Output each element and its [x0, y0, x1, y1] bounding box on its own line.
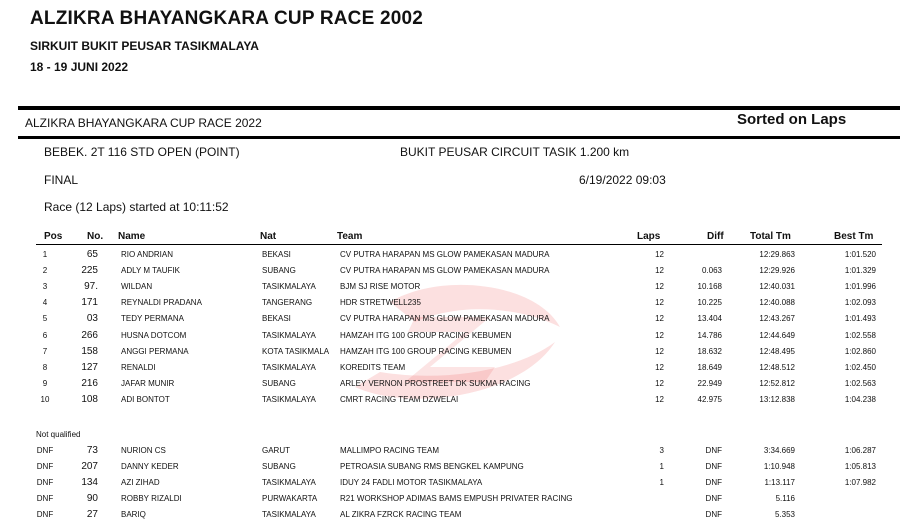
cell-diff: 13.404	[697, 314, 722, 324]
cell-team: HDR STRETWELL235	[340, 298, 421, 308]
cell-laps: 12	[655, 378, 664, 388]
cell-pos: 5	[42, 314, 48, 324]
cell-laps: 12	[655, 394, 664, 404]
cell-diff: 42.975	[697, 394, 722, 404]
cell-best: 1:02.563	[844, 378, 876, 388]
cell-nat: TASIKMALAYA	[262, 394, 316, 404]
cell-no: 225	[81, 265, 98, 277]
cell-no: 134	[81, 477, 98, 489]
cell-laps: 12	[655, 362, 664, 372]
col-header-total: Total Tm	[750, 231, 791, 242]
cell-best: 1:05.813	[844, 462, 876, 472]
cell-nat: SUBANG	[262, 462, 296, 472]
cell-diff: 18.649	[697, 362, 722, 372]
cell-nat: TASIKMALAYA	[262, 330, 316, 340]
cell-best: 1:04.238	[844, 394, 876, 404]
event-dates: 18 - 19 JUNI 2022	[30, 60, 129, 74]
cell-nat: BEKASI	[262, 250, 291, 259]
class-name: BEBEK. 2T 116 STD OPEN (POINT)	[44, 145, 240, 159]
cell-diff: 10.168	[697, 282, 722, 292]
cell-nat: SUBANG	[262, 378, 296, 388]
cell-diff: DNF	[705, 494, 722, 504]
cell-laps: 12	[655, 250, 664, 259]
cell-total: 12:29.863	[759, 250, 795, 259]
report-event-name: ALZIKRA BHAYANGKARA CUP RACE 2022	[25, 116, 262, 130]
cell-best: 1:01.996	[844, 282, 876, 292]
header-rule	[18, 136, 900, 139]
cell-pos: 10	[40, 394, 50, 404]
cell-name: RIO ANDRIAN	[121, 250, 174, 259]
cell-nat: TANGERANG	[262, 298, 313, 308]
cell-name: WILDAN	[121, 282, 153, 292]
race-info: Race (12 Laps) started at 10:11:52	[44, 200, 229, 214]
table-row	[0, 379, 900, 395]
cell-pos: 1	[42, 250, 48, 259]
cell-name: REYNALDI PRADANA	[121, 298, 202, 308]
col-header-best: Best Tm	[834, 231, 874, 242]
cell-total: 13:12.838	[759, 394, 795, 404]
cell-nat: KOTA TASIKMALA	[262, 346, 330, 356]
cell-laps: 12	[655, 298, 664, 308]
cell-name: ADLY M TAUFIK	[121, 266, 180, 276]
cell-name: HUSNA DOTCOM	[121, 330, 187, 340]
cell-laps: 12	[655, 330, 664, 340]
circuit-info: BUKIT PEUSAR CIRCUIT TASIK 1.200 km	[400, 145, 630, 159]
cell-pos: DNF	[36, 510, 54, 520]
cell-name: ROBBY RIZALDI	[121, 494, 182, 504]
cell-name: JAFAR MUNIR	[121, 378, 175, 388]
cell-no: 65	[86, 249, 98, 260]
col-header-diff: Diff	[707, 231, 724, 242]
event-circuit: SIRKUIT BUKIT PEUSAR TASIKMALAYA	[30, 39, 259, 53]
table-row	[0, 510, 900, 526]
table-row	[0, 314, 900, 330]
cell-total: 12:48.495	[759, 346, 795, 356]
cell-laps: 12	[655, 314, 664, 324]
cell-total: 3:34.669	[763, 446, 795, 455]
cell-no: 27	[86, 509, 98, 521]
cell-nat: TASIKMALAYA	[262, 282, 316, 292]
table-row	[0, 250, 900, 266]
cell-best: 1:06.287	[844, 446, 876, 455]
cell-diff: 14.786	[697, 330, 722, 340]
cell-team: AL ZIKRA FZRCK RACING TEAM	[340, 510, 462, 520]
cell-total: 12:52.812	[759, 378, 795, 388]
cell-nat: TASIKMALAYA	[262, 510, 316, 520]
cell-nat: GARUT	[262, 446, 290, 455]
cell-laps: 12	[655, 266, 664, 276]
table-row	[0, 395, 900, 411]
cell-laps: 3	[659, 446, 664, 455]
cell-pos: 6	[42, 330, 48, 340]
cell-pos: DNF	[36, 494, 54, 504]
table-row	[0, 363, 900, 379]
cell-diff: 18.632	[697, 346, 722, 356]
cell-pos: 9	[42, 378, 48, 388]
table-row	[0, 462, 900, 478]
cell-no: 127	[81, 361, 98, 373]
event-title: ALZIKRA BHAYANGKARA CUP RACE 2002	[30, 8, 424, 29]
cell-diff: DNF	[705, 478, 722, 488]
cell-team: IDUY 24 FADLI MOTOR TASIKMALAYA	[340, 478, 483, 488]
table-row	[0, 331, 900, 347]
cell-no: 97.	[84, 281, 98, 293]
cell-no: 207	[81, 461, 98, 473]
cell-team: HAMZAH ITG 100 GROUP RACING KEBUMEN	[340, 330, 512, 340]
cell-diff: DNF	[705, 510, 722, 520]
cell-total: 5.116	[775, 494, 795, 504]
cell-pos: DNF	[36, 462, 54, 472]
col-header-laps: Laps	[637, 231, 661, 242]
cell-nat: SUBANG	[262, 266, 296, 276]
cell-no: 216	[81, 377, 98, 389]
cell-team: CV PUTRA HARAPAN MS GLOW PAMEKASAN MADURA	[340, 250, 550, 259]
cell-diff: 10.225	[697, 298, 722, 308]
cell-no: 266	[81, 329, 98, 341]
cell-pos: 8	[42, 362, 48, 372]
cell-pos: DNF	[36, 446, 54, 455]
cell-name: ADI BONTOT	[121, 394, 170, 404]
cell-nat: BEKASI	[262, 314, 291, 324]
cell-total: 12:43.267	[759, 314, 795, 324]
cell-pos: DNF	[36, 478, 54, 488]
cell-total: 5.353	[774, 510, 795, 520]
cell-team: HAMZAH ITG 100 GROUP RACING KEBUMEN	[340, 346, 512, 356]
cell-pos: 3	[42, 282, 48, 292]
col-header-nat: Nat	[260, 231, 277, 242]
cell-no: 90	[86, 493, 98, 505]
table-row	[0, 347, 900, 363]
cell-no: 158	[81, 345, 98, 357]
cell-total: 1:13.117	[764, 478, 795, 488]
cell-pos: 4	[42, 298, 48, 308]
cell-name: BARIQ	[121, 510, 146, 520]
top-rule	[18, 106, 900, 110]
cell-name: NURION CS	[121, 446, 166, 455]
session-name: FINAL	[44, 173, 79, 187]
cell-best: 1:02.450	[844, 362, 876, 372]
col-header-name: Name	[118, 231, 146, 242]
table-row	[0, 282, 900, 298]
col-header-pos: Pos	[44, 231, 63, 242]
cell-best: 1:01.329	[844, 266, 876, 276]
cell-best: 1:01.493	[844, 314, 876, 324]
col-header-no: No.	[87, 231, 104, 242]
cell-nat: TASIKMALAYA	[262, 478, 316, 488]
cell-team: MALLIMPO RACING TEAM	[340, 446, 439, 455]
table-row	[0, 298, 900, 314]
cell-nat: PURWAKARTA	[262, 494, 318, 504]
table-row	[0, 446, 900, 462]
cell-total: 12:44.649	[759, 330, 795, 340]
cell-diff: 0.063	[701, 266, 722, 276]
cell-team: KOREDITS TEAM	[340, 362, 406, 372]
cell-total: 12:29.926	[759, 266, 795, 276]
sort-label: Sorted on Laps	[737, 111, 847, 128]
cell-no: 108	[81, 393, 98, 405]
cell-name: AZI ZIHAD	[121, 478, 160, 488]
cell-team: CV PUTRA HARAPAN MS GLOW PAMEKASAN MADURA	[340, 266, 550, 276]
cell-total: 12:40.088	[759, 298, 795, 308]
cell-total: 1:10.948	[763, 462, 795, 472]
cell-no: 03	[86, 313, 98, 325]
cell-best: 1:02.093	[844, 298, 876, 308]
cell-team: CV PUTRA HARAPAN MS GLOW PAMEKASAN MADURA	[340, 314, 550, 324]
report-datetime: 6/19/2022 09:03	[579, 173, 666, 187]
cell-team: CMRT RACING TEAM DZWELAI	[340, 394, 459, 404]
cell-best: 1:02.558	[844, 330, 876, 340]
cell-laps: 1	[659, 462, 664, 472]
cell-team: PETROASIA SUBANG RMS BENGKEL KAMPUNG	[340, 462, 524, 472]
cell-diff: 22.949	[697, 378, 722, 388]
cell-name: RENALDI	[121, 362, 156, 372]
not-qualified-label: Not qualified	[36, 430, 81, 439]
col-header-team: Team	[337, 231, 363, 242]
cell-total: 12:40.031	[759, 282, 795, 292]
cell-best: 1:01.520	[844, 250, 876, 259]
cell-best: 1:02.860	[844, 346, 876, 356]
cell-diff: DNF	[705, 462, 722, 472]
cell-total: 12:48.512	[759, 362, 795, 372]
cell-team: BJM SJ RISE MOTOR	[340, 282, 421, 292]
cell-name: ANGGI PERMANA	[121, 346, 189, 356]
cell-pos: 7	[42, 346, 48, 356]
cell-no: 171	[81, 297, 98, 309]
cell-laps: 12	[655, 346, 664, 356]
cell-team: ARLEY VERNON PROSTREET DK SUKMA RACING	[340, 378, 531, 388]
cell-diff: DNF	[705, 446, 722, 455]
cell-name: TEDY PERMANA	[121, 314, 184, 324]
cell-best: 1:07.982	[844, 478, 876, 488]
cell-no: 73	[86, 445, 98, 456]
column-header-rule	[36, 244, 882, 245]
table-row	[0, 478, 900, 494]
cell-nat: TASIKMALAYA	[262, 362, 316, 372]
cell-team: R21 WORKSHOP ADIMAS BAMS EMPUSH PRIVATER RACING	[340, 494, 573, 504]
cell-laps: 12	[655, 282, 664, 292]
cell-name: DANNY KEDER	[121, 462, 179, 472]
table-row	[0, 494, 900, 510]
cell-pos: 2	[42, 266, 48, 276]
cell-laps: 1	[659, 478, 664, 488]
table-row	[0, 266, 900, 282]
